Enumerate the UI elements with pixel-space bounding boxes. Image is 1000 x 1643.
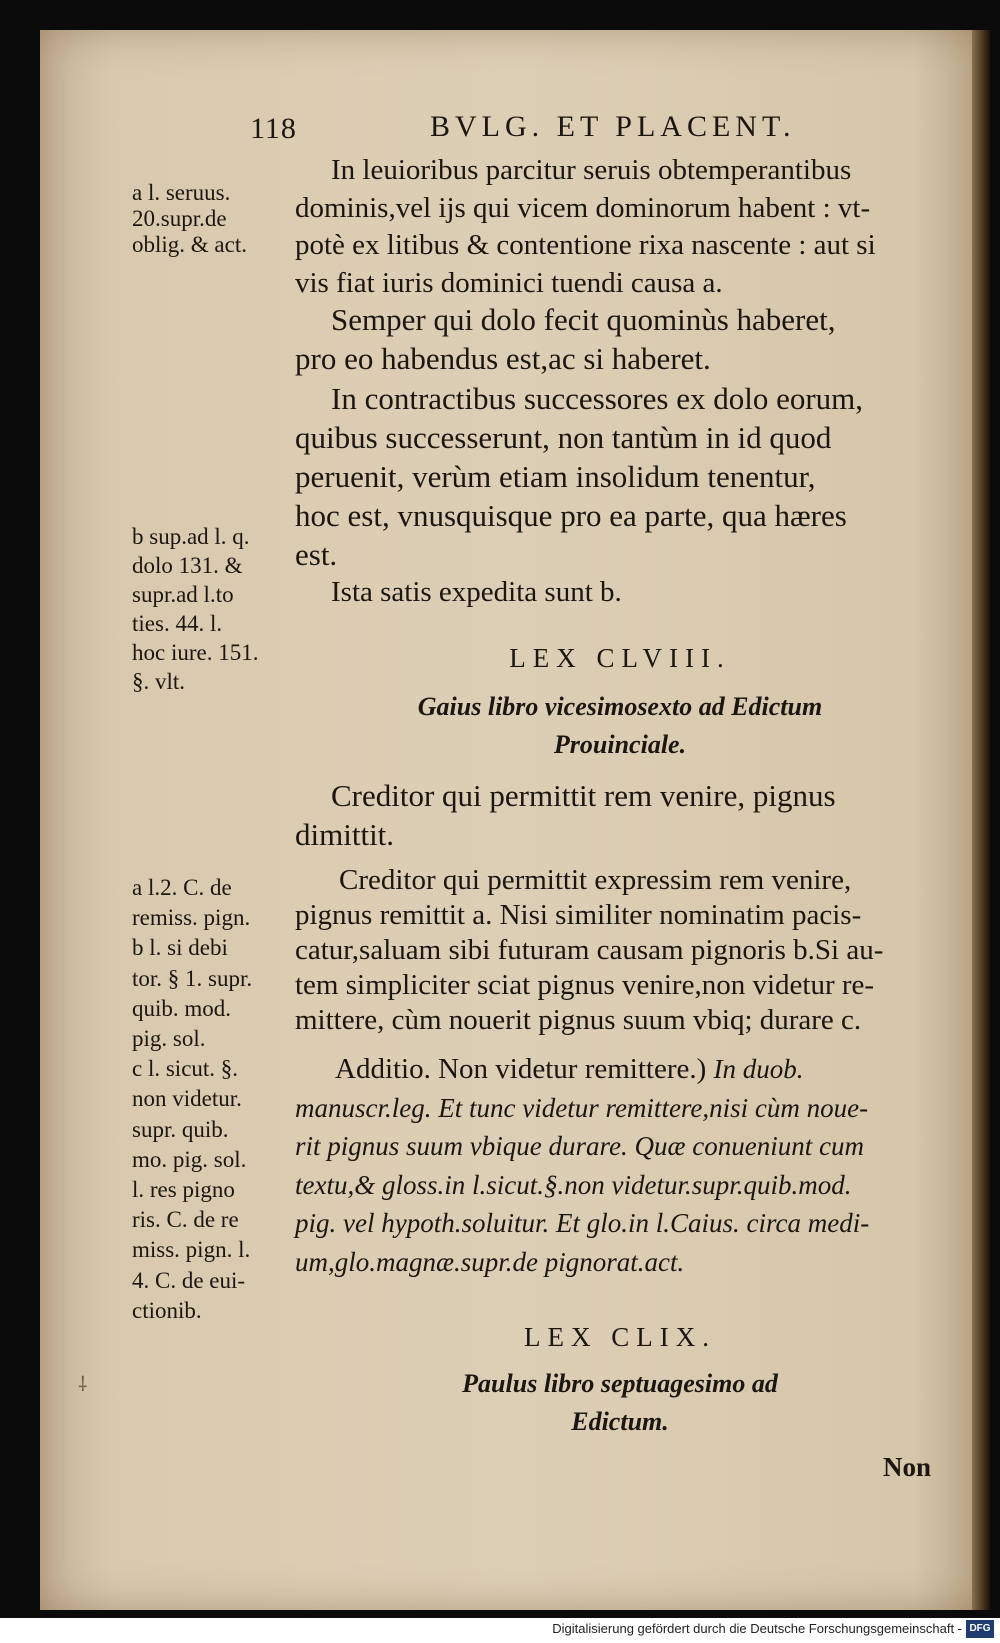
margin-line: tor. § 1. supr. [132,965,253,991]
margin-line: supr.ad l.to [132,582,234,607]
text-line: Creditor qui permittit rem venire, pignus [331,778,836,813]
text-line: pig. vel hypoth.soluitur. Et glo.in l.Caius. circa medi- [295,1208,870,1238]
text-line: dominis,vel ijs qui vicem dominorum habent : vt- [295,191,871,224]
catchword: Non [883,1452,932,1482]
text-line: In leuioribus parcitur seruis obtemperantibus [331,154,852,186]
text-line: manuscr.leg. Et tunc videtur remittere,nisi cùm noue- [295,1092,869,1123]
margin-line: b sup.ad l. q. [132,524,250,549]
source-heading-2 [295,1365,945,1441]
additio-label: Additio. Non videtur remittere.) [335,1053,707,1085]
lex-heading-158: LEX CLVIII. [509,643,731,673]
margin-line: non videtur. [132,1086,242,1112]
text-line: tem simpliciter sciat pignus venire,non videtur re- [295,969,875,1001]
paragraph-3 [295,379,863,574]
text-line: peruenit, verùm etiam insolidum tenentur, [295,459,816,494]
margin-line: mo. pig. sol. [132,1146,247,1172]
source-heading-1 [295,688,945,764]
paragraph-2 [295,300,836,378]
text-line: In contractibus successores ex dolo eorum, [331,381,864,416]
dfg-logo-icon: DFG [966,1620,994,1638]
text-line: dimittit. [295,817,395,852]
text-line: hoc est, vnusquisque pro ea parte, qua hæres [295,498,847,533]
margin-note-a1 [132,180,247,258]
text-line: Semper qui dolo fecit quominùs haberet, [331,302,836,337]
text-line: Paulus libro septuagesimo ad [462,1369,778,1398]
lex-heading-159: LEX CLIX. [524,1322,716,1352]
text-line: Gaius libro vicesimosexto ad Edictum [417,692,823,721]
text-line: pignus remittit a. Nisi similiter nominatim pacis- [295,899,862,931]
footer-bar [0,1618,1000,1643]
margin-line: 20.supr.de [132,206,227,231]
text-line: rit pignus suum vbique durare. Quæ conueniunt cum [295,1131,864,1161]
book-spine [972,30,990,1610]
margin-line: c l. sicut. §. [132,1056,239,1082]
paragraph-4: Ista satis expedita sunt b. [331,576,622,608]
footer-credit: Digitalisierung gefördert durch die Deutsche Forschungsgemeinschaft - [552,1621,962,1636]
text-line: Edictum. [571,1407,669,1436]
margin-note-a2 [132,873,252,1326]
margin-line: oblig. & act. [132,232,247,257]
text-line: mittere, cùm nouerit pignus suum vbiq; durare c. [295,1004,862,1036]
margin-line: a l.2. C. de [132,875,232,900]
margin-line: supr. quib. [132,1116,229,1142]
text-line: potè ex litibus & contentione rixa nascente : aut si [295,229,876,261]
margin-note-b1 [132,522,258,696]
margin-line: ris. C. de re [132,1207,239,1233]
margin-line: §. vlt. [132,669,186,694]
text-line: pro eo habendus est,ac si haberet. [295,341,711,376]
margin-mark: ⸸ [78,1374,88,1396]
margin-line: ctionib. [132,1297,202,1323]
margin-line: remiss. pign. [132,905,251,931]
margin-line: b l. si debi [132,935,228,961]
text-line: um,glo.magnæ.supr.de pignorat.act. [295,1246,685,1277]
margin-line: miss. pign. l. [132,1237,251,1263]
margin-line: 4. C. de eui- [132,1267,246,1293]
paragraph-6 [295,863,883,1038]
margin-line: l. res pigno [132,1177,235,1203]
text-line: est. [295,537,338,572]
paragraph-7 [295,1050,869,1281]
text-line: catur,saluam sibi futuram causam pignoris b.Si au- [295,934,884,966]
text-line: In duob. [713,1054,804,1084]
page-number: 118 [250,112,297,145]
text-line: textu,& gloss.in l.sicut.§.non videtur.supr.quib.mod. [295,1169,852,1200]
paragraph-5 [295,776,836,854]
margin-line: quib. mod. [132,995,232,1021]
margin-line: a l. seruus. [132,180,231,205]
margin-line: hoc iure. 151. [132,640,259,665]
text-line: Creditor qui permittit expressim rem venire, [339,864,852,896]
margin-line: dolo 131. & [132,553,243,578]
margin-line: ties. 44. l. [132,611,223,636]
text-line: Prouinciale. [553,730,687,759]
margin-line: pig. sol. [132,1026,206,1052]
paragraph-1 [295,152,876,302]
running-title: BVLG. ET PLACENT. [430,110,796,143]
text-line: vis fiat iuris dominici tuendi causa a. [295,266,723,299]
text-line: quibus successerunt, non tantùm in id quod [295,420,832,455]
